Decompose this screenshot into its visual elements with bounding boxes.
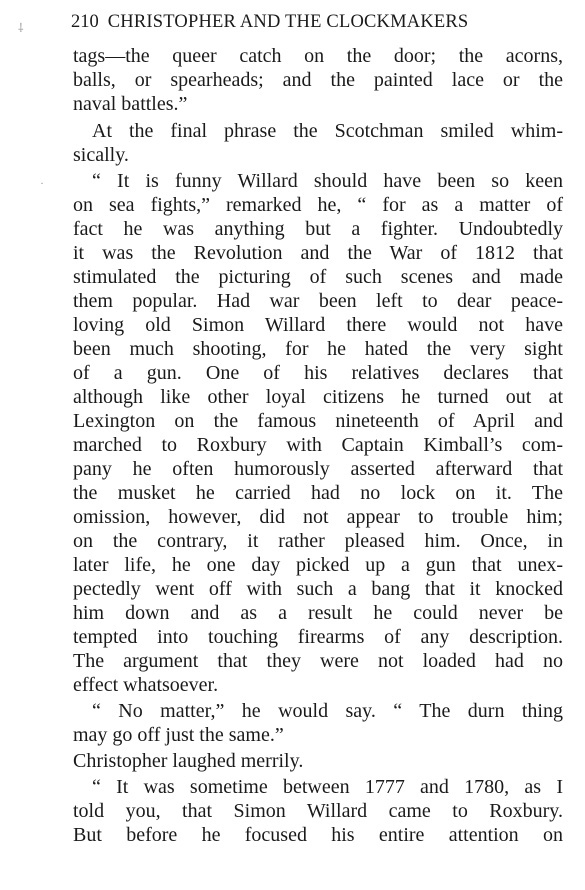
text-line: “ It is funny Willard should have been so keen <box>92 170 563 192</box>
text-line: balls, or spearheads; and the painted lace or the <box>73 69 563 91</box>
text-line: Christopher laughed merrily. <box>73 750 304 772</box>
text-line: tags—the queer catch on the door; the acorns, <box>73 45 563 67</box>
text-line: been much shooting, for he hated the very sight <box>73 338 563 360</box>
text-line: loving old Simon Willard there would not have <box>73 314 563 336</box>
text-line: fact he was anything but a fighter. Undoubtedly <box>73 218 563 240</box>
text-line: effect whatsoever. <box>73 674 219 696</box>
text-line: them popular. Had war been left to dear peace- <box>73 290 563 312</box>
text-line: The argument that they were not loaded had no <box>73 650 563 672</box>
text-line: “ It was sometime between 1777 and 1780, as I <box>92 776 563 798</box>
text-line: on the contrary, it rather pleased him. Once, in <box>73 530 563 552</box>
text-line: pectedly went off with such a bang that it knocked <box>73 578 563 600</box>
text-line: tempted into touching firearms of any description. <box>73 626 563 648</box>
text-line: “ No matter,” he would say. “ The durn thing <box>92 700 563 722</box>
text-line: told you, that Simon Willard came to Roxbury. <box>73 800 563 822</box>
text-line: although like other loyal citizens he turned out at <box>73 386 563 408</box>
text-line: naval battles.” <box>73 93 188 115</box>
text-line: the musket he carried had no lock on it. The <box>73 482 563 504</box>
text-line: pany he often humorously asserted afterward that <box>73 458 563 480</box>
margin-mark: ⸸ <box>18 21 24 35</box>
text-line: may go off just the same.” <box>73 724 284 746</box>
text-line: him down and as a result he could never be <box>73 602 563 624</box>
text-line: later life, he one day picked up a gun that unex- <box>73 554 563 576</box>
text-line: At the final phrase the Scotchman smiled whim- <box>92 120 563 142</box>
text-line: omission, however, did not appear to trouble him; <box>73 506 563 528</box>
text-line: marched to Roxbury with Captain Kimball’s com- <box>73 434 563 456</box>
page-number: 210 <box>71 12 99 32</box>
text-line: on sea fights,” remarked he, “ for as a matter of <box>73 194 563 216</box>
page-header <box>71 9 571 35</box>
text-line: Lexington on the famous nineteenth of April and <box>73 410 563 432</box>
text-line: sically. <box>73 144 129 166</box>
text-line: of a gun. One of his relatives declares that <box>73 362 563 384</box>
margin-speck: · <box>40 176 44 190</box>
running-title: CHRISTOPHER AND THE CLOCKMAKERS <box>107 12 469 32</box>
text-line: But before he focused his entire attention on <box>73 824 563 846</box>
text-line: it was the Revolution and the War of 1812 that <box>73 242 563 264</box>
text-line: stimulated the picturing of such scenes and made <box>73 266 563 288</box>
